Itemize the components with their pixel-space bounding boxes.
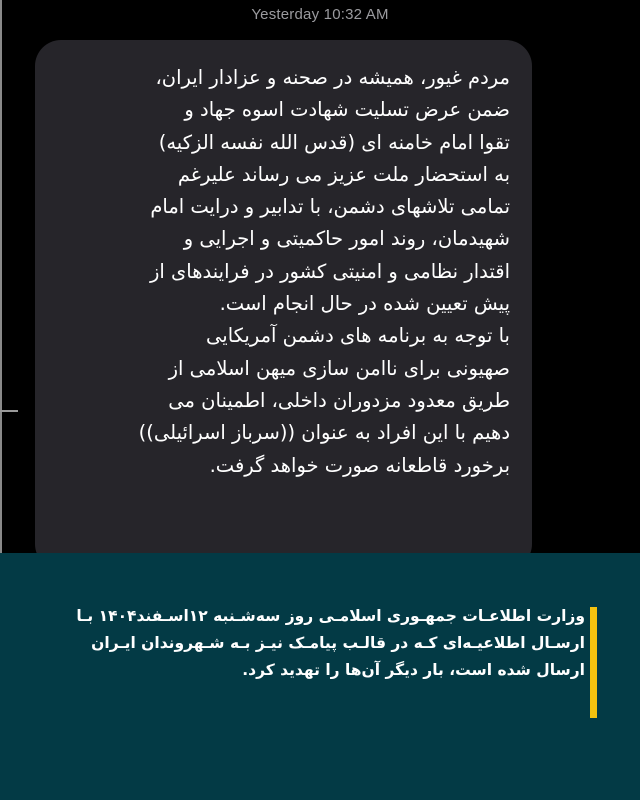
caption-line: ارسـال اطلاعیـه‌ای کـه در قالـب پیامـک نیـز بـه شـهروندان ایـران	[91, 634, 585, 652]
message-line: طریق معدود مزدوران داخلی، اطمینان می	[168, 388, 510, 412]
edge-divider	[0, 0, 2, 553]
message-line: تقوا امام خامنه ای (قدس الله نفسه الزکیه)	[158, 130, 510, 154]
message-line: دهیم با این افراد به عنوان ((سرباز اسرائیلی))	[138, 421, 510, 445]
caption-line: ارسال شده است، بار دیگر آن‌ها را تهدید کرد.	[242, 661, 585, 679]
timestamp-day: Yesterday	[251, 6, 320, 23]
message-line: مردم غیور، همیشه در صحنه و عزادار ایران،	[155, 66, 510, 89]
message-line: با توجه به برنامه های دشمن آمریکایی	[206, 324, 510, 348]
message-line: به استحضار ملت عزیز می رساند علیرغم	[177, 162, 510, 186]
message-body	[53, 62, 510, 482]
caption-panel	[0, 553, 640, 800]
message-line: صهیونی برای ناامن سازی میهن اسلامی از	[168, 356, 510, 380]
edge-tick	[0, 410, 18, 412]
message-line: تمامی تلاشهای دشمن، با تدابیر و درایت امام	[150, 195, 510, 219]
message-line: برخورد قاطعانه صورت خواهد گرفت.	[209, 453, 510, 477]
message-line: ضمن عرض تسلیت شهادت اسوه جهاد و	[184, 98, 510, 122]
message-line: پیش تعیین شده در حال انجام است.	[219, 292, 510, 316]
caption-line: وزارت اطلاعـات جمهـوری اسلامـی روز سه‌شـنبه ۱۲اسـفند۱۴۰۴ بـا	[76, 607, 585, 625]
received-message-bubble[interactable]	[35, 40, 532, 570]
timestamp-time: 10:32 AM	[323, 6, 389, 23]
message-line: اقتدار نظامی و امنیتی کشور در فرایندهای از	[150, 259, 510, 283]
message-line: شهیدمان، روند امور حاکمیتی و اجرایی و	[183, 227, 510, 251]
caption-text	[25, 603, 585, 684]
caption-accent-bar	[590, 607, 597, 718]
message-timestamp	[0, 6, 640, 23]
